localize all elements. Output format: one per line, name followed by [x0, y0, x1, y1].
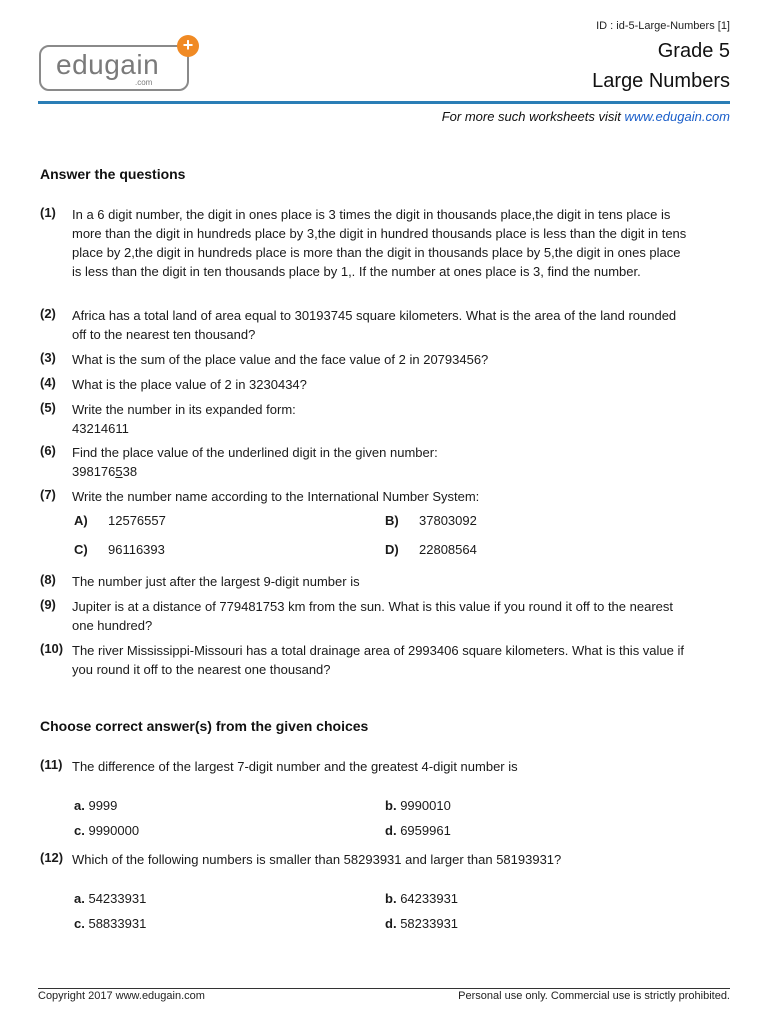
more-worksheets-note — [442, 109, 730, 124]
question-number: (8) — [40, 572, 56, 587]
option-value: 22808564 — [419, 542, 477, 557]
question-text: Write the number in its expanded form: — [72, 402, 296, 417]
section-title-answer: Answer the questions — [40, 166, 186, 182]
question-number: (10) — [40, 641, 64, 656]
document-id: ID : id-5-Large-Numbers [1] — [596, 20, 730, 32]
question-number: (6) — [40, 443, 56, 458]
option-label: C) — [74, 542, 88, 557]
option-label: D) — [385, 542, 399, 557]
section-title-choose: Choose correct answer(s) from the given choices — [40, 718, 369, 734]
choice-a[interactable]: a. 9999 — [74, 798, 118, 813]
edugain-link[interactable]: www.edugain.com — [624, 109, 730, 124]
footer-divider — [38, 988, 730, 989]
logo-domain: .com — [135, 78, 153, 87]
option-value: 37803092 — [419, 513, 477, 528]
underlined-digit: 5 — [115, 464, 123, 479]
choice-c[interactable]: c. 58833931 — [74, 916, 147, 931]
question-number: (2) — [40, 306, 56, 321]
edugain-logo — [39, 35, 194, 91]
copyright-text: Copyright 2017 www.edugain.com — [38, 990, 205, 1002]
option-label: A) — [74, 513, 88, 528]
grade-label: Grade 5 — [657, 40, 730, 62]
question-text: Write the number name according to the International Number System: — [72, 489, 480, 504]
question-text: The number just after the largest 9-digit number is — [72, 574, 360, 589]
more-prefix: For more such worksheets visit — [441, 109, 621, 124]
question-text: Jupiter is at a distance of 779481753 km from the sun. What is this value if you round it off to the nearest one hundred? — [72, 599, 673, 633]
logo-word: edugain — [56, 49, 160, 80]
topic-title: Large Numbers — [592, 70, 730, 92]
question-number: (3) — [40, 350, 56, 365]
option-value: 12576557 — [108, 513, 166, 528]
choice-b[interactable]: b. 9990010 — [385, 798, 451, 813]
choice-a[interactable]: a. 54233931 — [74, 891, 147, 906]
question-text: What is the sum of the place value and the face value of 2 in 20793456? — [72, 352, 489, 367]
option-label: B) — [385, 513, 399, 528]
number-prefix: 398176 — [72, 464, 116, 479]
choice-d[interactable]: d. 6959961 — [385, 823, 451, 838]
license-text: Personal use only. Commercial use is strictly prohibited. — [458, 990, 730, 1002]
question-text: Which of the following numbers is smaller than 58293931 and larger than 58193931? — [72, 852, 562, 867]
question-text: In a 6 digit number, the digit in ones place is 3 times the digit in thousands place,the digit in tens place is more than the digit in hundreds place by 3,the digit in hundred thousands place is less than the digit in tens place by 2,the digit in hundreds place is more than the digit in thousands place by 5,the digit in ones place is less than the digit in ten thousands place by 1,. If the number at ones place is 3, find the number. — [72, 207, 687, 279]
question-text: The difference of the largest 7-digit number and the greatest 4-digit number is — [72, 759, 518, 774]
underlined-number — [72, 462, 692, 481]
header-divider — [38, 101, 730, 104]
plus-icon: + — [177, 35, 199, 57]
option-value: 96116393 — [108, 542, 165, 557]
question-number: (9) — [40, 597, 56, 612]
question-text: Africa has a total land of area equal to 30193745 square kilometers. What is the area of the land rounded off to the nearest ten thousand? — [72, 308, 677, 342]
question-text: What is the place value of 2 in 3230434? — [72, 377, 307, 392]
question-text: Find the place value of the underlined digit in the given number: — [72, 445, 438, 460]
choice-d[interactable]: d. 58233931 — [385, 916, 459, 931]
question-number: (12) — [40, 850, 64, 865]
question-text: The river Mississippi-Missouri has a total drainage area of 2993406 square kilometers. What is this value if you round it off to the nearest one thousand? — [72, 643, 684, 677]
question-number: (4) — [40, 375, 56, 390]
question-number: (7) — [40, 487, 56, 502]
question-number: (5) — [40, 400, 56, 415]
number-suffix: 38 — [122, 464, 138, 479]
question-number: (1) — [40, 205, 56, 220]
expanded-form-number: 43214611 — [72, 421, 129, 436]
choice-b[interactable]: b. 64233931 — [385, 891, 459, 906]
choice-c[interactable]: c. 9990000 — [74, 823, 140, 838]
question-number: (11) — [40, 757, 63, 772]
